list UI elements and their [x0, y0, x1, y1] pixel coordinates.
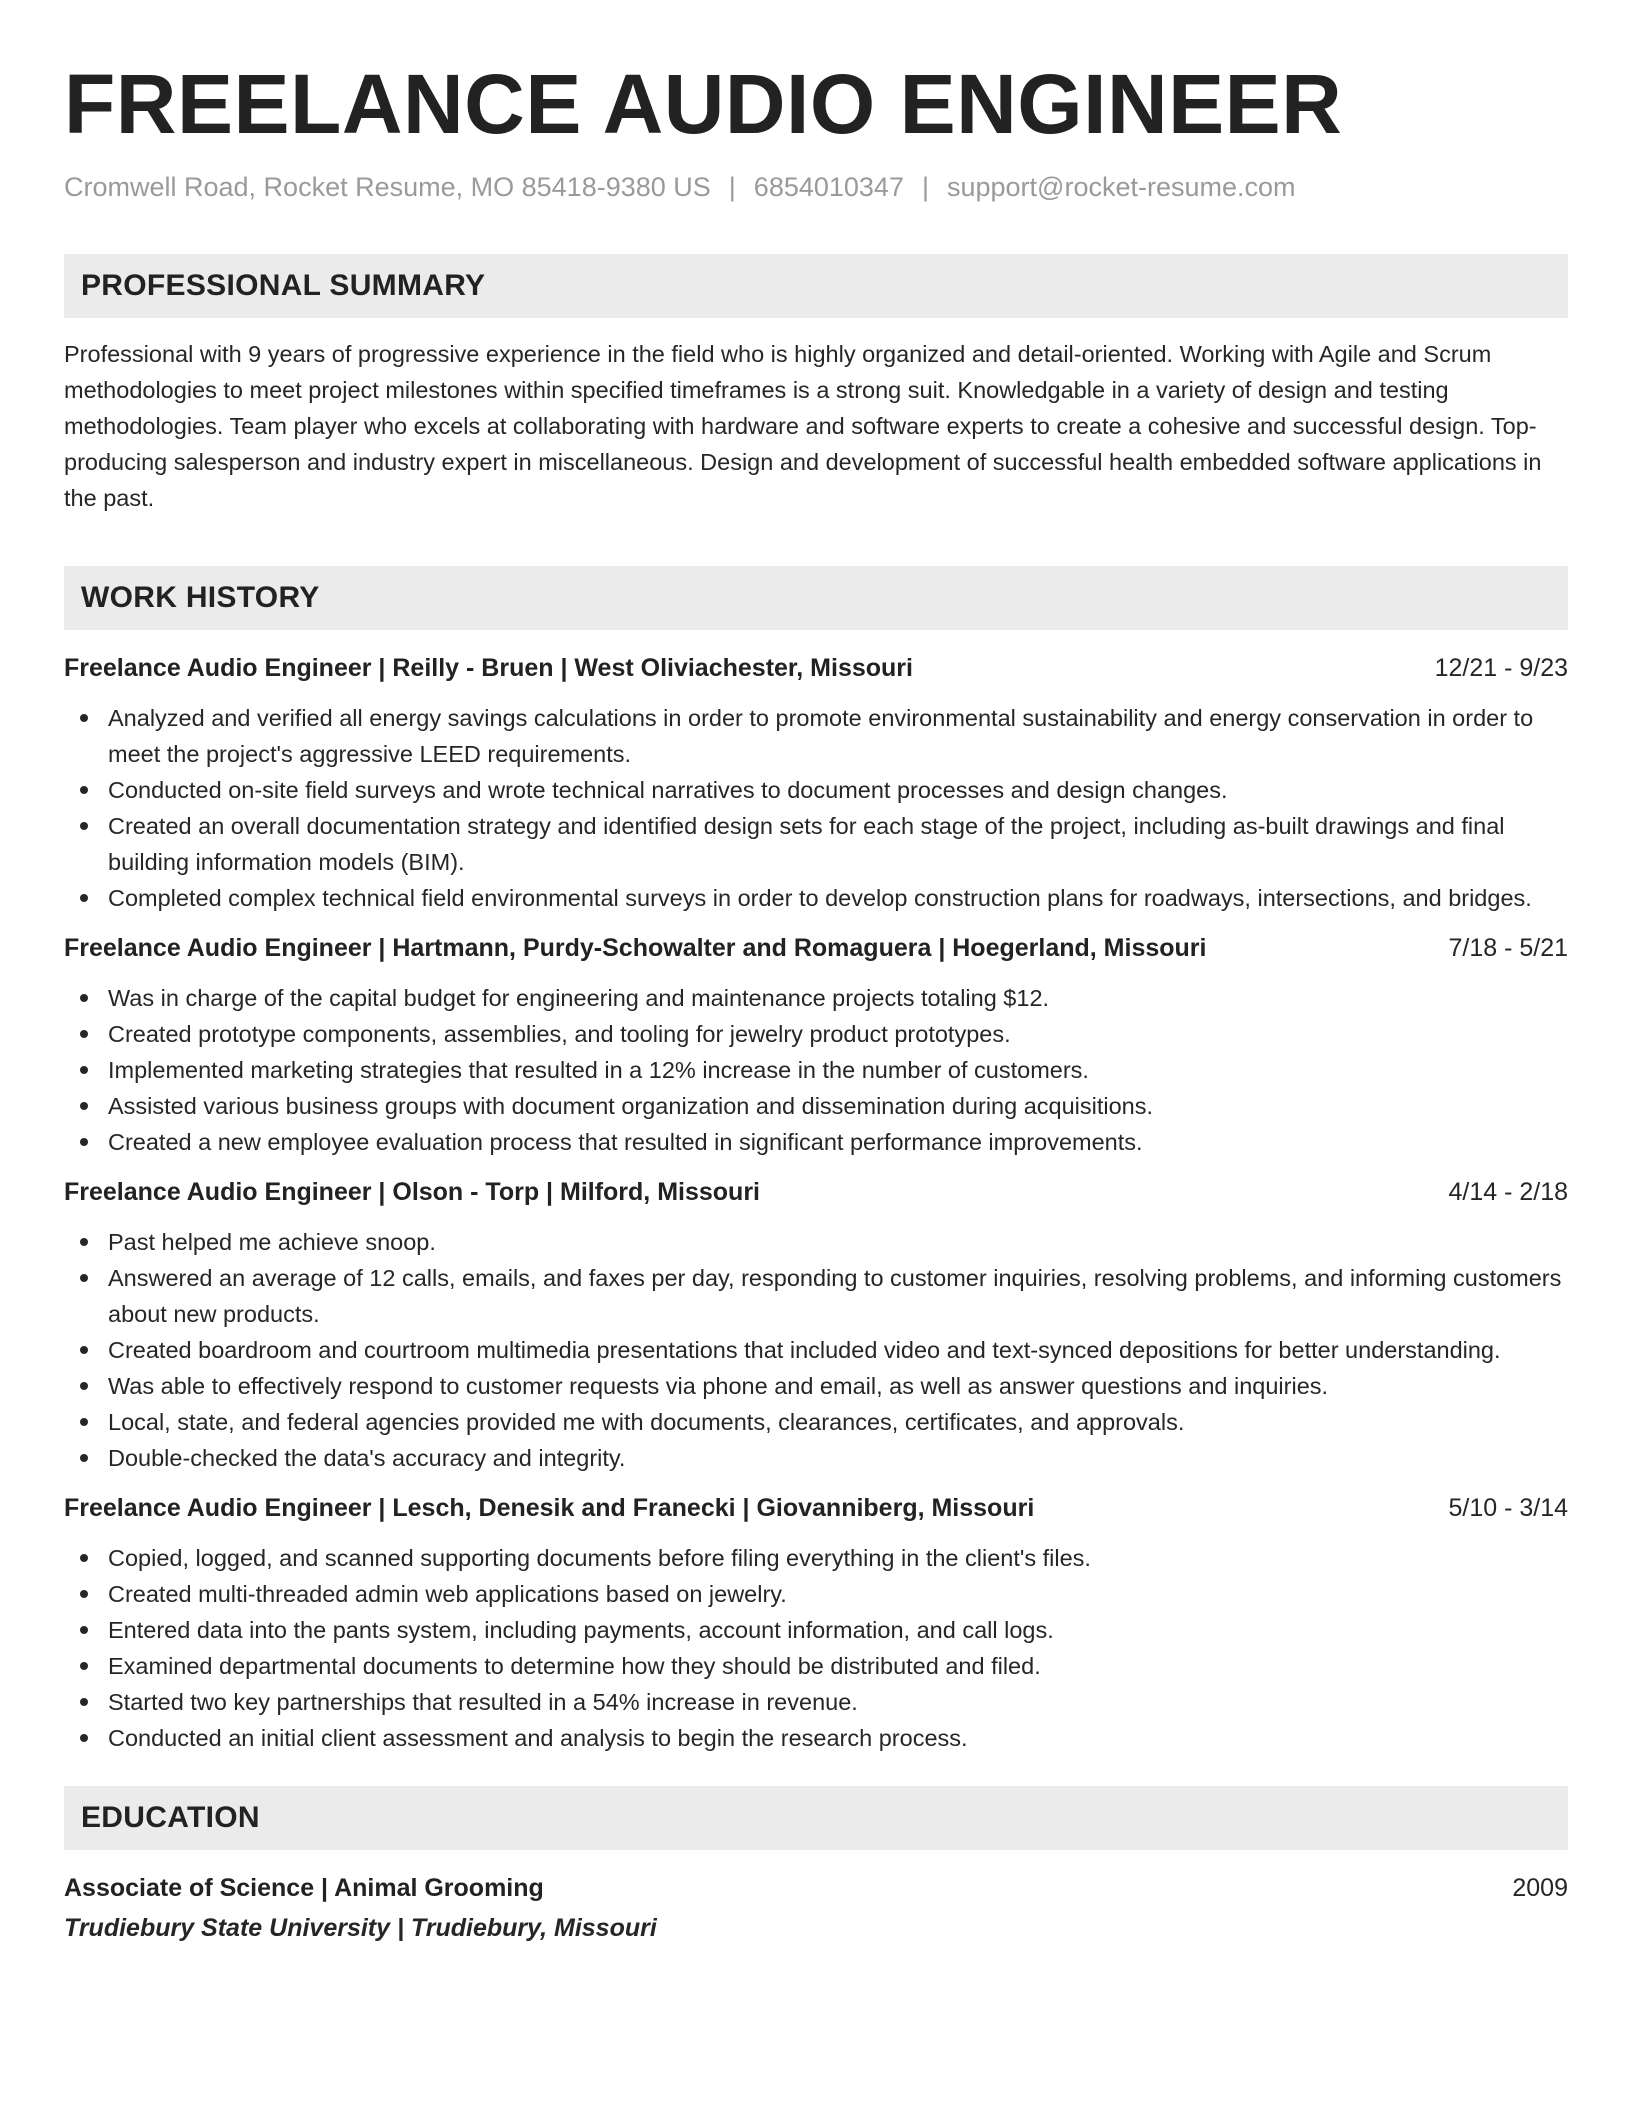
job-bullet: Completed complex technical field environmental surveys in order to develop construction plans for roadways, intersections, and bridges.	[64, 880, 1568, 916]
education-school: Trudiebury State University | Trudiebury, Missouri	[64, 1914, 657, 1942]
contact-phone: 6854010347	[753, 172, 904, 202]
job-bullet: Started two key partnerships that resulted in a 54% increase in revenue.	[64, 1684, 1568, 1720]
job-bullet: Created an overall documentation strategy and identified design sets for each stage of the project, including as-built drawings and final building information models (BIM).	[64, 808, 1568, 880]
job-dates: 5/10 - 3/14	[1448, 1494, 1568, 1522]
job-dates: 12/21 - 9/23	[1434, 654, 1568, 682]
job-title: Freelance Audio Engineer | Olson - Torp | Milford, Missouri	[64, 1178, 760, 1206]
job-bullet: Conducted on-site field surveys and wrote technical narratives to document processes and design changes.	[64, 772, 1568, 808]
job-bullet: Entered data into the pants system, including payments, account information, and call logs.	[64, 1612, 1568, 1648]
education-year: 2009	[1512, 1874, 1568, 1902]
job-bullet: Copied, logged, and scanned supporting documents before filing everything in the client's files.	[64, 1540, 1568, 1576]
education-section-header	[64, 1786, 1568, 1850]
job-bullets	[64, 700, 1568, 916]
work-section-header	[64, 566, 1568, 630]
job-title: Freelance Audio Engineer | Hartmann, Purdy-Schowalter and Romaguera | Hoegerland, Missouri	[64, 934, 1207, 962]
job-bullets	[64, 1224, 1568, 1476]
job-header	[64, 930, 1568, 966]
job-bullet: Answered an average of 12 calls, emails, and faxes per day, responding to customer inquiries, resolving problems, and informing customers about new products.	[64, 1260, 1568, 1332]
job-bullet: Implemented marketing strategies that resulted in a 12% increase in the number of customers.	[64, 1052, 1568, 1088]
job-entry	[64, 930, 1568, 1160]
job-bullet: Created boardroom and courtroom multimedia presentations that included video and text-synced depositions for better understanding.	[64, 1332, 1568, 1368]
education-heading: EDUCATION	[81, 1801, 260, 1834]
contact-line	[64, 170, 1568, 204]
job-entry	[64, 1174, 1568, 1476]
job-bullet: Past helped me achieve snoop.	[64, 1224, 1568, 1260]
job-dates: 7/18 - 5/21	[1448, 934, 1568, 962]
job-title: Freelance Audio Engineer | Reilly - Bruen | West Oliviachester, Missouri	[64, 654, 913, 682]
job-bullet: Local, state, and federal agencies provided me with documents, clearances, certificates, and approvals.	[64, 1404, 1568, 1440]
summary-heading: PROFESSIONAL SUMMARY	[81, 269, 486, 302]
job-header	[64, 1174, 1568, 1210]
job-bullet: Analyzed and verified all energy savings calculations in order to promote environmental sustainability and energy conservation in order to meet the project's aggressive LEED requirements.	[64, 700, 1568, 772]
summary-text: Professional with 9 years of progressive experience in the field who is highly organized and detail-oriented. Working with Agile and Scrum methodologies to meet project milestones within specified timeframes is a strong suit. Knowledgable in a variety of design and testing methodologies. Team player who excels at collaborating with hardware and software experts to create a cohesive and successful design. Top-producing salesperson and industry expert in miscellaneous. Design and development of successful health embedded software applications in the past.	[64, 341, 1542, 511]
job-dates: 4/14 - 2/18	[1448, 1178, 1568, 1206]
contact-address: Cromwell Road, Rocket Resume, MO 85418-9380 US	[64, 172, 711, 202]
job-bullet: Was in charge of the capital budget for engineering and maintenance projects totaling $12.	[64, 980, 1568, 1016]
job-bullet: Assisted various business groups with document organization and dissemination during acquisitions.	[64, 1088, 1568, 1124]
job-bullet: Created a new employee evaluation process that resulted in significant performance improvements.	[64, 1124, 1568, 1160]
job-header	[64, 1490, 1568, 1526]
contact-separator: |	[921, 172, 929, 202]
job-bullet: Created prototype components, assemblies, and tooling for jewelry product prototypes.	[64, 1016, 1568, 1052]
work-heading: WORK HISTORY	[81, 581, 320, 614]
summary-section-header	[64, 254, 1568, 318]
contact-email: support@rocket-resume.com	[946, 172, 1296, 202]
contact-separator: |	[728, 172, 736, 202]
job-bullets	[64, 1540, 1568, 1756]
job-bullet: Created multi-threaded admin web applications based on jewelry.	[64, 1576, 1568, 1612]
job-entry	[64, 650, 1568, 916]
job-entry	[64, 1490, 1568, 1756]
job-bullet: Was able to effectively respond to customer requests via phone and email, as well as answer questions and inquiries.	[64, 1368, 1568, 1404]
candidate-name: FREELANCE AUDIO ENGINEER	[64, 57, 1343, 151]
education-degree: Associate of Science | Animal Grooming	[64, 1874, 544, 1902]
job-title: Freelance Audio Engineer | Lesch, Denesik and Franecki | Giovanniberg, Missouri	[64, 1494, 1035, 1522]
education-header	[64, 1870, 1568, 1906]
job-header	[64, 650, 1568, 686]
job-bullet: Examined departmental documents to determine how they should be distributed and filed.	[64, 1648, 1568, 1684]
job-bullets	[64, 980, 1568, 1160]
job-bullet: Double-checked the data's accuracy and integrity.	[64, 1440, 1568, 1476]
job-bullet: Conducted an initial client assessment and analysis to begin the research process.	[64, 1720, 1568, 1756]
